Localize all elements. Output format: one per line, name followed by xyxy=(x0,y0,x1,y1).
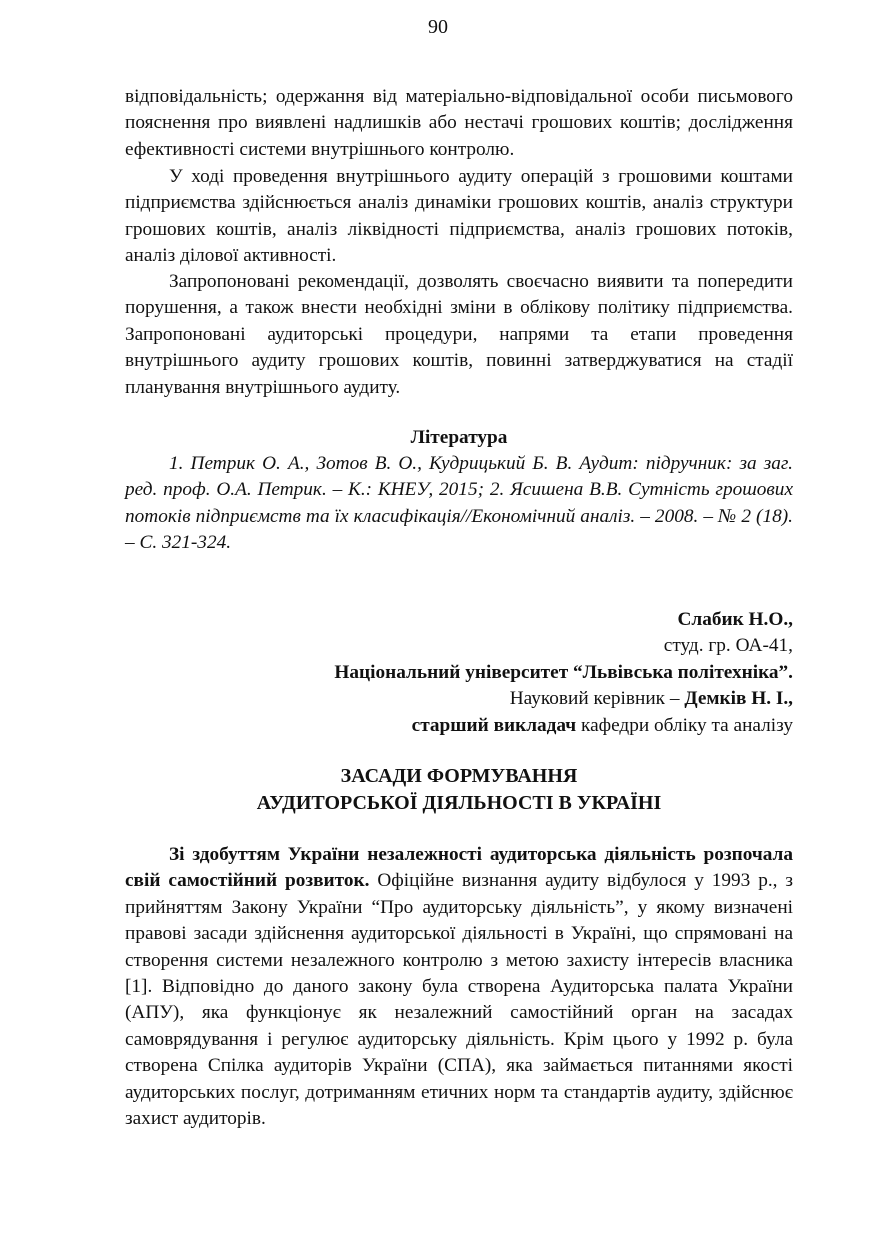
article-title-line-2: АУДИТОРСЬКОЇ ДІЯЛЬНОСТІ В УКРАЇНІ xyxy=(256,792,662,814)
body-rest: Офіційне визнання аудиту відбулося у 1993 р., з прийняттям Закону України “Про аудиторську діяльність”, у якому визначені правові засади здійснення аудиторської діяльності в Україні, що спрямовані на створення системи незалежного контролю з метою захисту інтересів власника [1]. Відповідно до даного закону була створена Аудиторська палата України (АПУ), яка функціонує як незалежний самостійний орган на засадах самоврядування і регулює аудиторську діяльність. Крім цього у 1992 р. була створена Спілка аудиторів України (СПА), яка займається питаннями якості аудиторських послуг, дотриманням етичних норм та стандартів аудиту, здійснює захист аудиторів. xyxy=(125,870,794,1130)
references-text: 1. Петрик О. А., Зотов В. О., Кудрицький Б. В. Аудит: підручник: за заг. ред. проф. О.А. Петрик. – К.: КНЕУ, 2015; 2. Ясишена В.В. Сутність грошових потоків підприємств та їх класифікація//Економічний аналіз. – 2008. – № 2 (18). – С. 321-324. xyxy=(125,453,793,554)
intro-paragraph-1: відповідальність; одержання від матеріально-відповідальної особи письмового пояснення про виявлені надлишків або нестачі грошових коштів; дослідження ефективності системи внутрішнього контролю. xyxy=(125,86,793,160)
supervisor-line xyxy=(125,686,793,712)
supervisor-name: Демків Н. І., xyxy=(684,688,793,710)
page-number: 90 xyxy=(428,16,448,38)
supervisor-prefix: Науковий керівник – xyxy=(509,688,685,710)
author-university: Національний університет “Львівська політехніка”. xyxy=(334,661,793,683)
author-name: Слабик Н.О., xyxy=(677,609,793,630)
body-lead-bold: Зі здобуттям України незалежності аудиторська діяльність розпочала свій самостійний розвиток. xyxy=(125,844,793,892)
article-title-line-1: ЗАСАДИ ФОРМУВАННЯ xyxy=(340,765,578,787)
position-rest: кафедри обліку та аналізу xyxy=(576,714,793,736)
intro-paragraph-2: У ході проведення внутрішнього аудиту операцій з грошовими коштами підприємства здійснюється аналіз динаміки грошових коштів, аналіз структури грошових коштів, аналіз ліквідності підприємства, аналіз грошових потоків, аналіз ділової активності. xyxy=(125,166,793,267)
position-bold: старший викладач xyxy=(411,714,577,736)
article-title xyxy=(125,763,793,817)
references-heading: Література xyxy=(410,427,508,448)
author-group: студ. гр. ОА-41, xyxy=(663,635,793,657)
author-block xyxy=(125,607,793,739)
intro-paragraph-3: Запропоновані рекомендації, дозволять своєчасно виявити та попередити порушення, а також внести необхідні зміни в облікову політику підприємства. Запропоновані аудиторські процедури, напрями та етапи проведення внутрішнього аудиту грошових коштів, повинні затверджуватися на стадії планування внутрішнього аудиту. xyxy=(125,271,793,398)
body-paragraph xyxy=(125,842,793,1132)
supervisor-position xyxy=(125,713,793,739)
